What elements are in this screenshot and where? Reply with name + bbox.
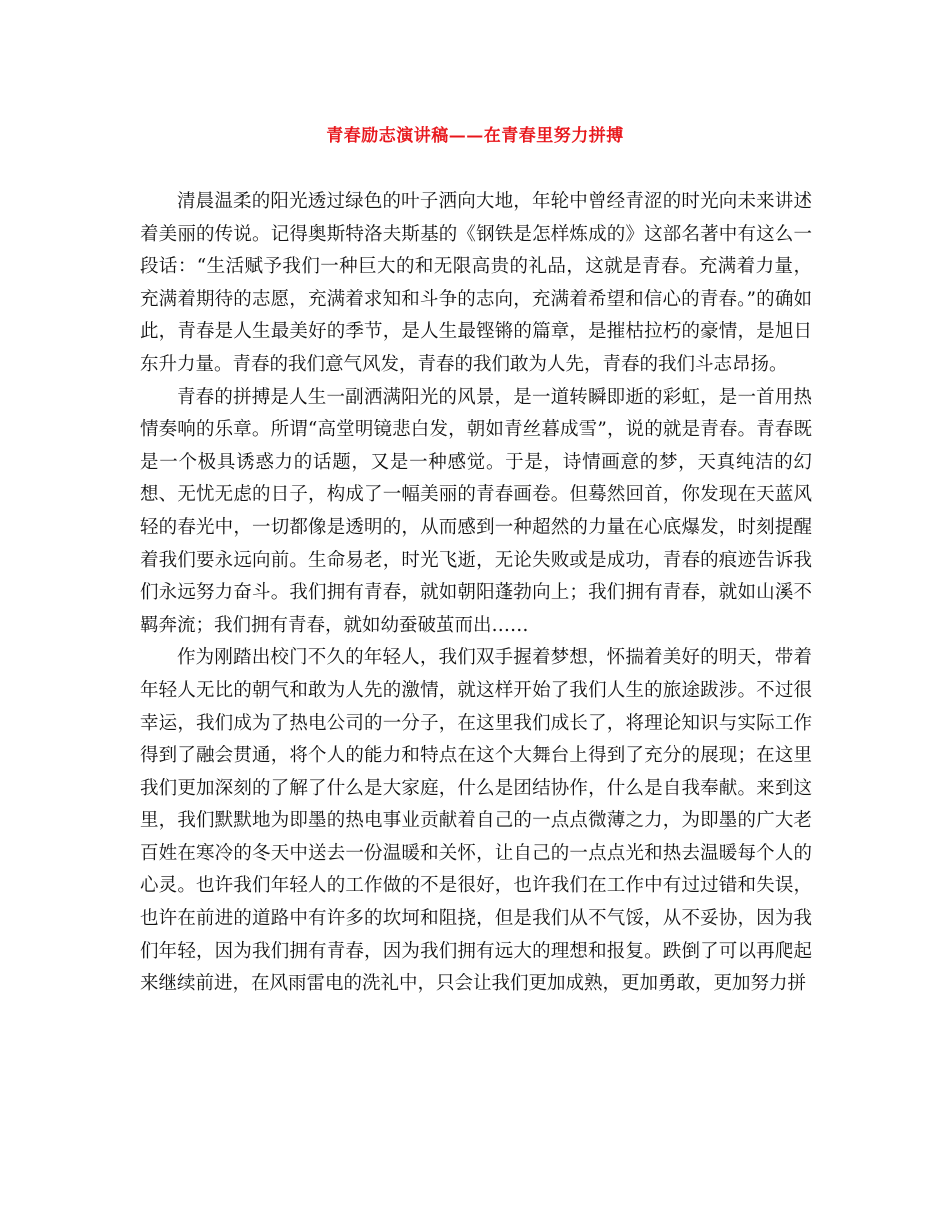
- paragraph-2: 青春的拼搏是人生一副洒满阳光的风景，是一道转瞬即逝的彩虹，是一首用热情奏响的乐章。所谓“高堂明镜悲白发，朝如青丝暮成雪”，说的就是青春。青春既是一个极具诱惑力的话题，又是一种感觉。于是，诗情画意的梦，天真纯洁的幻想、无忧无虑的日子，构成了一幅美丽的青春画卷。但蓦然回首，你发现在天蓝风轻的春光中，一切都像是透明的，从而感到一种超然的力量在心底爆发，时刻提醒着我们要永远向前。生命易老，时光飞逝，无论失败或是成功，青春的痕迹告诉我们永远努力奋斗。我们拥有青春，就如朝阳蓬勃向上；我们拥有青春，就如山溪不羁奔流；我们拥有青春，就如幼蚕破茧而出……: [140, 386, 812, 636]
- document-title: 青春励志演讲稿——在青春里努力拼搏: [326, 126, 624, 146]
- paragraph-1: 清晨温柔的阳光透过绿色的叶子洒向大地，年轮中曾经青涩的时光向未来讲述着美丽的传说。记得奥斯特洛夫斯基的《钢铁是怎样炼成的》这部名著中有这么一段话：“生活赋予我们一种巨大的和无限高贵的礼品，这就是青春。充满着力量，充满着期待的志愿，充满着求知和斗争的志向，充满着希望和信心的青春。”的确如此，青春是人生最美好的季节，是人生最铿锵的篇章，是摧枯拉朽的豪情，是旭日东升力量。青春的我们意气风发，青春的我们敢为人先，青春的我们斗志昂扬。: [140, 191, 812, 375]
- document-body: [140, 186, 812, 1001]
- paragraph-3: 作为刚踏出校门不久的年轻人，我们双手握着梦想，怀揣着美好的明天，带着年轻人无比的朝气和敢为人先的激情，就这样开始了我们人生的旅途跋涉。不过很幸运，我们成为了热电公司的一分子，在这里我们成长了，将理论知识与实际工作得到了融会贯通，将个人的能力和特点在这个大舞台上得到了充分的展现；在这里我们更加深刻的了解了什么是大家庭，什么是团结协作，什么是自我奉献。来到这里，我们默默地为即墨的热电事业贡献着自己的一点点微薄之力，为即墨的广大老百姓在寒冷的冬天中送去一份温暖和关怀，让自己的一点点光和热去温暖每个人的心灵。也许我们年轻人的工作做的不是很好，也许我们在工作中有过过错和失误，也许在前进的道路中有许多的坎坷和阻挠，但是我们从不气馁，从不妥协，因为我们年轻，因为我们拥有青春，因为我们拥有远大的理想和报复。跌倒了可以再爬起来继续前进，在风雨雷电的洗礼中，只会让我们更加成熟，更加勇敢，更加努力拼: [140, 647, 812, 995]
